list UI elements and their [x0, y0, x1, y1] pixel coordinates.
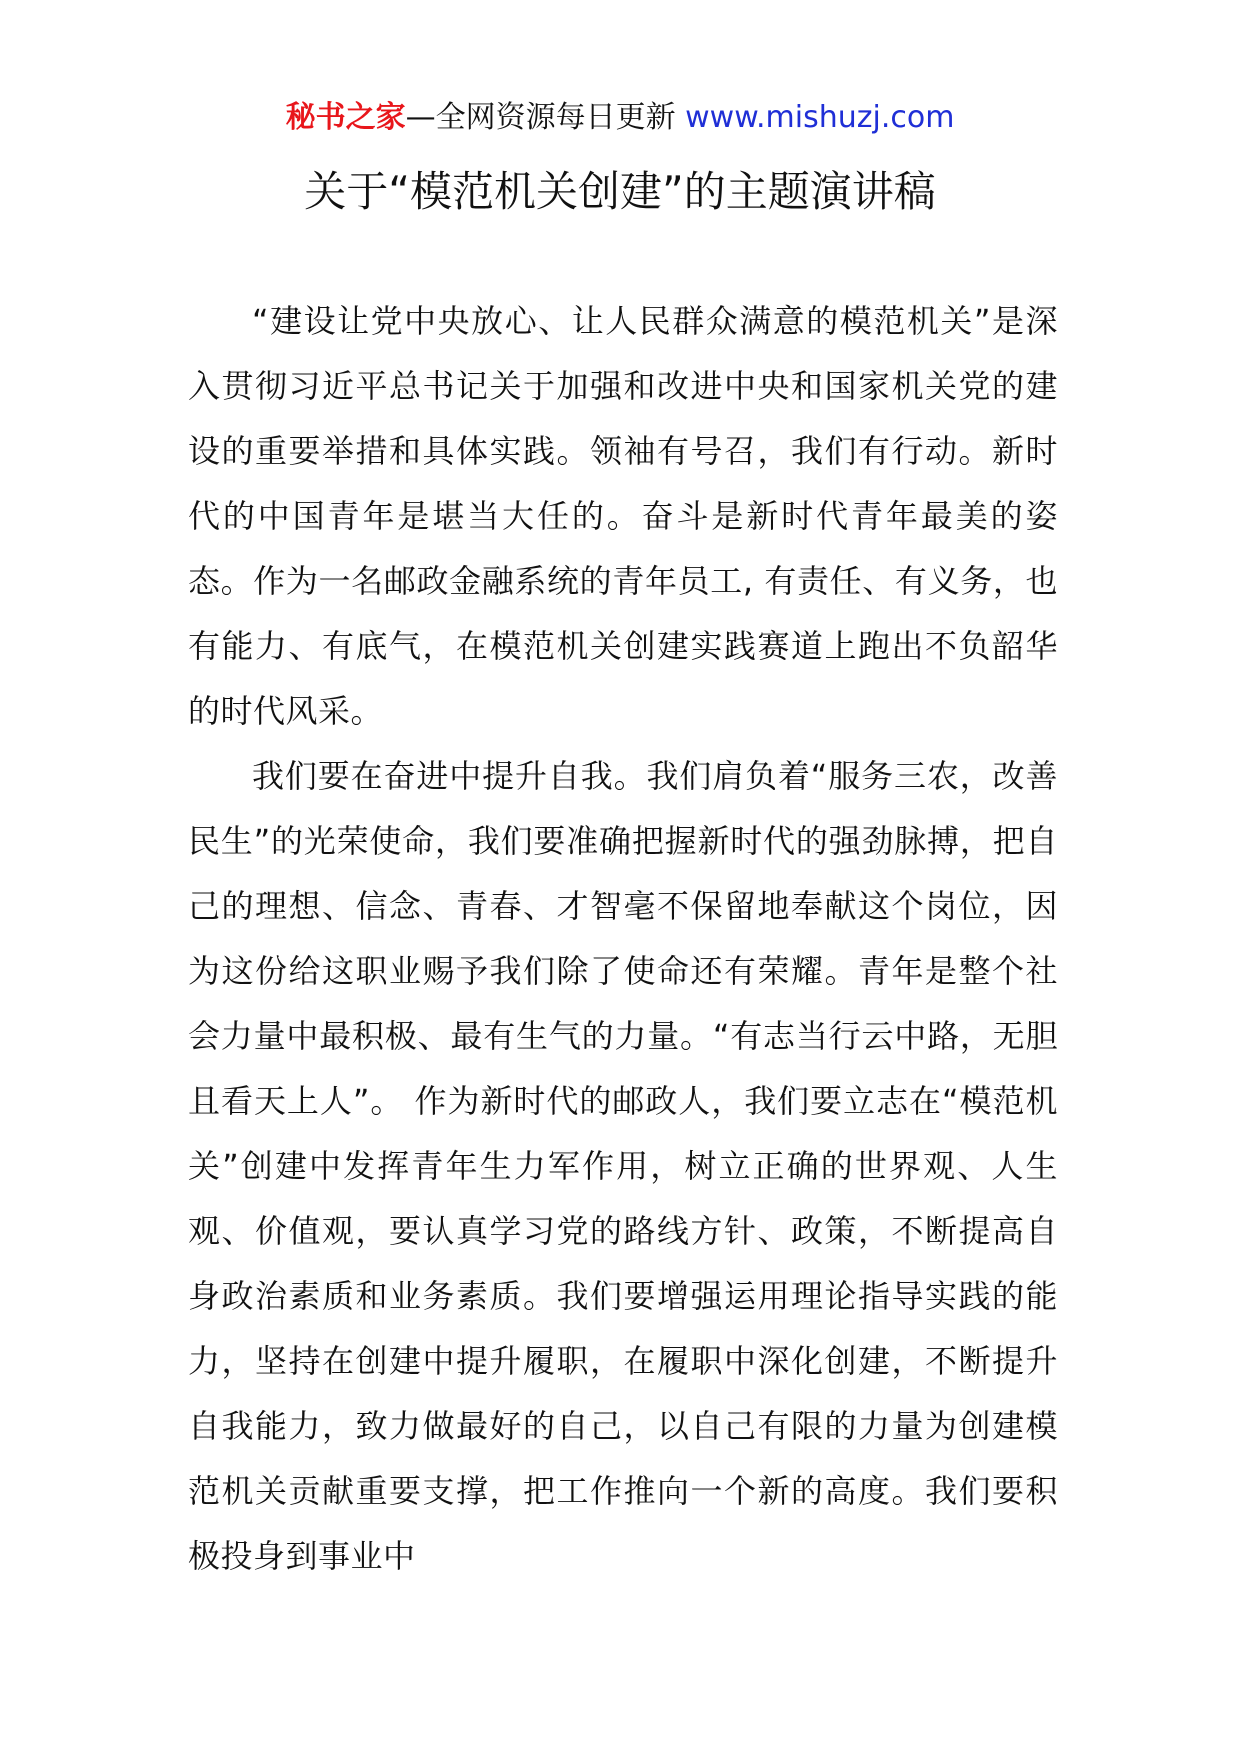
- site-url-link[interactable]: www.mishuzj.com: [685, 100, 955, 135]
- document-body: [188, 289, 1058, 1589]
- site-header: [0, 98, 1240, 138]
- site-tagline: —全网资源每日更新: [405, 100, 686, 135]
- document-title: 关于“模范机关创建”的主题演讲稿: [304, 167, 936, 216]
- site-brand: 秘书之家: [285, 100, 406, 135]
- paragraph: 我们要在奋进中提升自我。我们肩负着“服务三农，改善民生”的光荣使命，我们要准确把握新时代的强劲脉搏，把自己的理想、信念、青春、才智毫不保留地奉献这个岗位，因为这份给这职业赐予我们除了使命还有荣耀。青年是整个社会力量中最积极、最有生气的力量。“有志当行云中路，无胆且看天上人”。 作为新时代的邮政人，我们要立志在“模范机关”创建中发挥青年生力军作用，树立正确的世界观、人生观、价值观，要认真学习党的路线方针、政策，不断提高自身政治素质和业务素质。我们要增强运用理论指导实践的能力，坚持在创建中提升履职，在履职中深化创建，不断提升自我能力，致力做最好的自己，以自己有限的力量为创建模范机关贡献重要支撑，把工作推向一个新的高度。我们要积极投身到事业中: [188, 757, 1058, 1575]
- paragraph: “建设让党中央放心、让人民群众满意的模范机关”是深入贯彻习近平总书记关于加强和改进中央和国家机关党的建设的重要举措和具体实践。领袖有号召，我们有行动。新时代的中国青年是堪当大任的。奋斗是新时代青年最美的姿态。作为一名邮政金融系统的青年员工, 有责任、有义务，也有能力、有底气，在模范机关创建实践赛道上跑出不负韶华的时代风采。: [188, 302, 1058, 730]
